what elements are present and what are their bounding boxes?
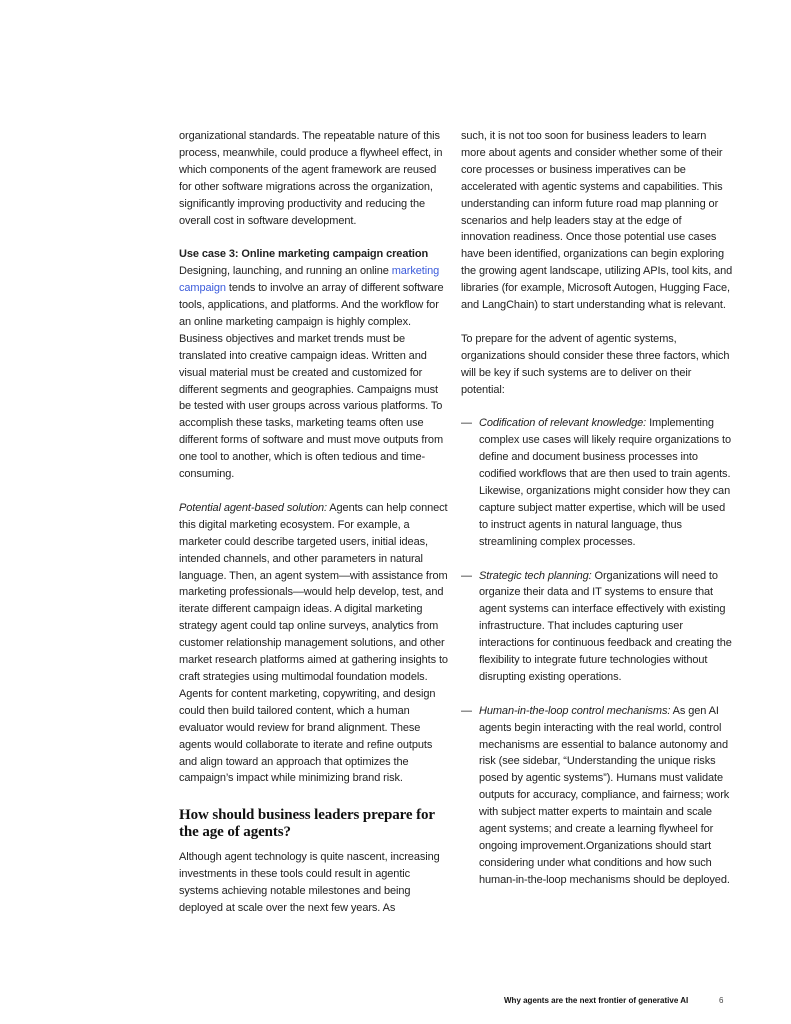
bullet-text: Implementing complex use cases will likely require organizations to define and document business processes into codified workflows that are then used to train agents. Likewise, organizations might consider how they can capture subject matter expertise, which will be used to instruct agents in natural language, thus streamlining complex processes.	[479, 417, 731, 548]
paragraph-gap	[179, 229, 449, 246]
bullet-label: Codification of relevant knowledge:	[479, 417, 647, 430]
footer-title: Why agents are the next frontier of generative AI	[504, 996, 689, 1005]
bullet-text: Organizations will need to organize their data and IT systems to ensure that agent systems can interface effectively with existing infrastructure. That includes capturing user interactions for continuous feedback and creating the flexibility to integrate future technologies without disrupting existing operations.	[479, 569, 732, 683]
solution-text: Agents can help connect this digital marketing ecosystem. For example, a marketer could describe targeted users, initial ideas, intended channels, and other parameters in natural language. Then, an agent system—with assistance from marketing professionals—would help develop, test, and iterate different campaign ideas. A digital marketing strategy agent could tap online surveys, analytics from customer relationship management solutions, and other market research platforms aimed at gathering insights to craft strategies using multimodal foundation models. Agents for content marketing, copywriting, and design could then build tailored content, which a human evaluator would review for brand alignment. These agents would collaborate to iterate and refine outputs and align toward an approach that optimizes the campaign’s impact while minimizing brand risk.	[179, 501, 448, 785]
solution-label: Potential agent-based solution:	[179, 501, 327, 514]
dash-marker: —	[461, 704, 472, 717]
use-case-heading: Use case 3: Online marketing campaign creation	[179, 248, 429, 261]
left-paragraph-1: organizational standards. The repeatable nature of this process, meanwhile, could produce a flywheel effect, in which components of the agent framework are reused for other software migrations across the organization, significantly improving productivity and reducing the overall cost in software development.	[179, 130, 443, 227]
marketing-campaign-link[interactable]: marketing campaign	[179, 265, 440, 295]
dash-marker: —	[461, 417, 472, 430]
left-paragraph-3	[179, 500, 449, 787]
left-paragraph-2	[179, 263, 449, 483]
p2-text-after: tends to involve an array of different software tools, applications, and platforms. And the workflow for an online marketing campaign is highly complex. Business objectives and market trends must be translated into creative campaign ideas. Written and visual material must be created and customized for different segments and geographies. Campaigns must be tested with user groups across various platforms. To accomplish these tasks, marketing teams often use different forms of software and must move outputs from one tool to another, which is often tedious and time-consuming.	[179, 282, 444, 481]
right-paragraph-2: To prepare for the advent of agentic systems, organizations should consider these three factors, which will be key if such systems are to deliver on their potential:	[461, 332, 730, 396]
dash-marker: —	[461, 569, 472, 582]
paragraph-gap	[461, 398, 733, 415]
bullet-label: Human-in-the-loop control mechanisms:	[479, 704, 671, 717]
right-column	[461, 128, 733, 889]
paragraph-gap	[461, 551, 733, 568]
bullet-item-codification	[461, 415, 733, 550]
paragraph-gap	[179, 483, 449, 500]
paragraph-gap	[461, 686, 733, 703]
section-heading: How should business leaders prepare for the age of agents?	[179, 807, 435, 841]
page-number: 6	[719, 996, 724, 1005]
bullet-item-human-in-the-loop	[461, 703, 733, 889]
left-column	[179, 128, 449, 917]
bullet-label: Strategic tech planning:	[479, 569, 592, 582]
p2-text-before: Designing, launching, and running an online	[179, 265, 392, 278]
bullet-text: As gen AI agents begin interacting with the real world, control mechanisms are essential to balance autonomy and risk (see sidebar, “Understanding the unique risks posed by agentic systems”). Humans must validate outputs for accuracy, compliance, and fairness; work with subject matter experts to maintain and scale agent systems; and create a learning flywheel for ongoing improvement.Organizations should start considering under what conditions and how such human-in-the-loop mechanisms should be deployed.	[479, 704, 730, 886]
bullet-item-tech-planning	[461, 568, 733, 686]
right-paragraph-1: such, it is not too soon for business leaders to learn more about agents and consider whether some of their core processes or business imperatives can be accelerated with agentic systems and capabilities. This understanding can inform future road map planning or scenarios and help leaders stay at the edge of innovation readiness. Once those potential use cases have been identified, organizations can begin exploring the growing agent landscape, utilizing APIs, tool kits, and libraries (for example, Microsoft Autogen, Hugging Face, and LangChain) to start understanding what is relevant.	[461, 130, 733, 312]
paragraph-gap	[461, 314, 733, 331]
left-paragraph-4: Although agent technology is quite nascent, increasing investments in these tools could result in agentic systems achieving notable milestones and being deployed at scale over the next few years. As	[179, 851, 440, 915]
